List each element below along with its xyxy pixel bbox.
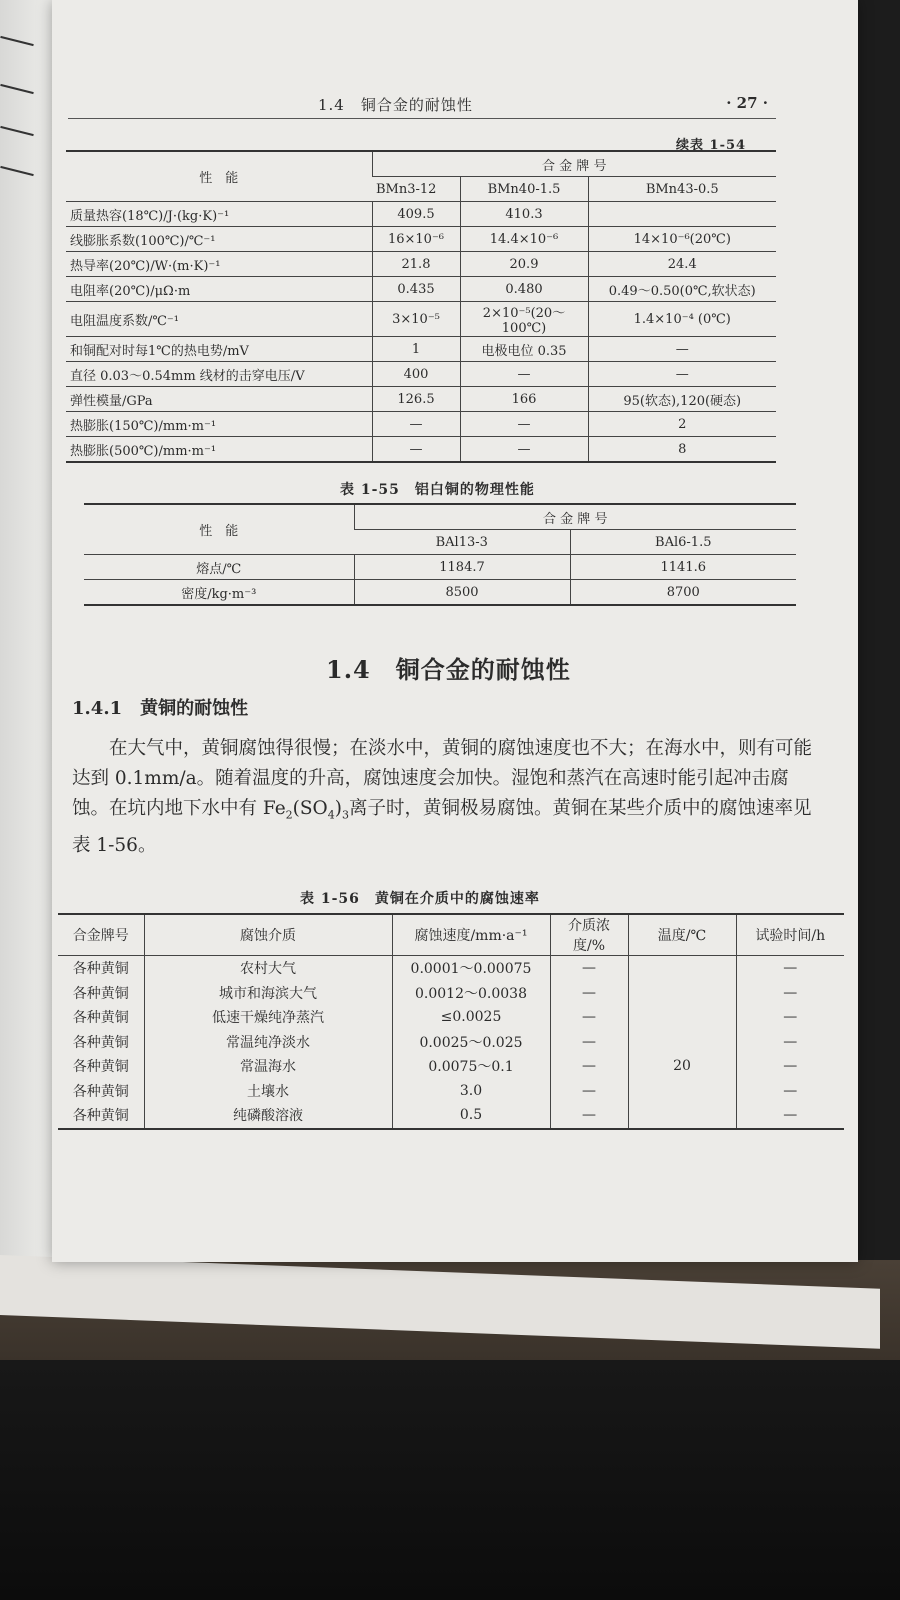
table-row (66, 412, 776, 437)
table-cell: — (550, 956, 628, 981)
table-cell: 0.0075～0.1 (392, 1054, 550, 1079)
table-cell: 16×10⁻⁶ (372, 227, 460, 252)
subsection-heading (72, 694, 248, 720)
column-header: 温度/℃ (628, 914, 736, 956)
alloy-header: BAl6-1.5 (570, 530, 796, 555)
running-header (68, 94, 776, 119)
table-header-alloy-group: 合 金 牌 号 (354, 504, 796, 530)
table-1-54 (66, 150, 776, 463)
alloy-header: BMn3-12 (372, 177, 460, 202)
table-cell: 20 (628, 1054, 736, 1079)
table-cell: 20.9 (460, 252, 588, 277)
table-cell: 0.0012～0.0038 (392, 981, 550, 1006)
table-cell: — (736, 1079, 844, 1104)
column-header: 介质浓度/% (550, 914, 628, 956)
table-cell: 2×10⁻⁵(20～100℃) (460, 302, 588, 337)
table-cell: 各种黄铜 (72, 1010, 129, 1027)
property-label: 直径 0.03～0.54mm 线材的击穿电压/V (66, 362, 372, 387)
table-1-55-caption: 表 1-55 铝白铜的物理性能 (340, 482, 535, 498)
property-label: 电阻率(20℃)/μΩ·m (66, 277, 372, 302)
property-label: 线膨胀系数(100℃)/℃⁻¹ (66, 227, 372, 252)
table-cell: 0.0001～0.00075 (392, 956, 550, 981)
table-row (58, 1054, 844, 1079)
subscript: 3 (341, 808, 349, 822)
table-cell: — (550, 1103, 628, 1129)
table-header-property: 性 能 (84, 504, 354, 555)
table-cell: — (460, 362, 588, 387)
table-header-alloy-group: 合 金 牌 号 (372, 151, 776, 177)
table-cell: 8700 (570, 580, 796, 606)
table-cell (628, 1030, 736, 1055)
table-row (58, 956, 844, 981)
property-label: 热导率(20℃)/W·(m·K)⁻¹ (66, 252, 372, 277)
table-row (66, 302, 776, 337)
table-cell: — (460, 412, 588, 437)
table-cell: 1 (372, 337, 460, 362)
table-cell: 126.5 (372, 387, 460, 412)
column-header: 合金牌号 (58, 914, 144, 956)
alloy-header: BMn40-1.5 (460, 177, 588, 202)
table-cell: ≤0.0025 (392, 1005, 550, 1030)
table-cell: 8 (588, 437, 776, 463)
table-cell: — (372, 437, 460, 463)
paragraph-text: 离子时，黄铜极易腐蚀。黄铜在某些介质中的腐蚀速率见表 1-56。 (72, 798, 812, 856)
table-cell: 21.8 (372, 252, 460, 277)
table-cell: — (550, 981, 628, 1006)
table-cell (628, 1005, 736, 1030)
property-label: 质量热容(18℃)/J·(kg·K)⁻¹ (66, 202, 372, 227)
column-header: 腐蚀速度/mm·a⁻¹ (392, 914, 550, 956)
property-label: 电阻温度系数/℃⁻¹ (66, 302, 372, 337)
table-cell: — (550, 1030, 628, 1055)
table-row (84, 580, 796, 606)
table-cell: 土壤水 (144, 1079, 392, 1104)
table-cell: 城市和海滨大气 (144, 981, 392, 1006)
table-1-56 (58, 913, 844, 1130)
table-row (66, 202, 776, 227)
subsection-number: 1.4.1 (72, 698, 123, 719)
table-cell: — (460, 437, 588, 463)
dark-cloth (0, 1360, 900, 1600)
table-cell: 低速干燥纯净蒸汽 (144, 1005, 392, 1030)
property-label: 和铜配对时每1℃的热电势/mV (66, 337, 372, 362)
table-cell: 1141.6 (570, 555, 796, 580)
table-cell: 各种黄铜 (72, 1108, 129, 1125)
table-row (66, 227, 776, 252)
subscript: 2 (285, 808, 293, 822)
table-row (84, 555, 796, 580)
table-cell (628, 1103, 736, 1129)
table-row (66, 252, 776, 277)
table-row (58, 1103, 844, 1129)
table-row (58, 1005, 844, 1030)
table-cell: — (588, 337, 776, 362)
table-cell: 0.480 (460, 277, 588, 302)
previous-page-edge (0, 0, 58, 1280)
table-cell (628, 1079, 736, 1104)
table-cell: — (550, 1054, 628, 1079)
table-cell (588, 202, 776, 227)
table-cell: 0.0025～0.025 (392, 1030, 550, 1055)
table-cell: — (736, 1005, 844, 1030)
paragraph-text: 在大气中，黄铜腐蚀得很慢；在淡水中，黄铜的腐蚀速度也不大；在海水中，则有可能达到 0.1mm/a。随着温度的升高，腐蚀速度会加快。湿饱和蒸汽在高速时能引起冲击腐蚀。在坑内地下水中有 Fe (72, 738, 813, 819)
property-label: 密度/kg·m⁻³ (84, 580, 354, 606)
section-heading: 1.4 铜合金的耐蚀性 (326, 655, 571, 684)
subsection-title: 黄铜的耐蚀性 (140, 698, 249, 719)
table-cell: 1184.7 (354, 555, 570, 580)
table-cell: — (736, 1103, 844, 1129)
table-cell: — (736, 981, 844, 1006)
property-label: 熔点/℃ (84, 555, 354, 580)
table-cell: 410.3 (460, 202, 588, 227)
alloy-header: BAl13-3 (354, 530, 570, 555)
table-cell: — (550, 1005, 628, 1030)
table-cell: 95(软态),120(硬态) (588, 387, 776, 412)
table-cell: 0.435 (372, 277, 460, 302)
table-1-56-caption: 表 1-56 黄铜在介质中的腐蚀速率 (300, 891, 540, 907)
table-cell: 1.4×10⁻⁴ (0℃) (588, 302, 776, 337)
table-cell: 14×10⁻⁶(20℃) (588, 227, 776, 252)
property-label: 热膨胀(500℃)/mm·m⁻¹ (66, 437, 372, 463)
table-cell: 24.4 (588, 252, 776, 277)
table-cell: 0.49～0.50(0℃,软状态) (588, 277, 776, 302)
alloy-header: BMn43-0.5 (588, 177, 776, 202)
table-cell: 电极电位 0.35 (460, 337, 588, 362)
table-cell: 常温纯净淡水 (144, 1030, 392, 1055)
table-row (66, 387, 776, 412)
table-1-55 (84, 503, 796, 606)
property-label: 热膨胀(150℃)/mm·m⁻¹ (66, 412, 372, 437)
table-cell (628, 981, 736, 1006)
table-row (66, 277, 776, 302)
subscript: 4 (327, 808, 335, 822)
table-cell: 纯磷酸溶液 (144, 1103, 392, 1129)
paragraph-text: (SO (292, 798, 328, 819)
table-cell: 各种黄铜 (72, 1059, 129, 1076)
table-cell: 2 (588, 412, 776, 437)
property-label: 弹性模量/GPa (66, 387, 372, 412)
table-row (66, 362, 776, 387)
table-cell: 3×10⁻⁵ (372, 302, 460, 337)
paragraph-text: ) (334, 798, 342, 819)
table-cell: 常温海水 (144, 1054, 392, 1079)
table-row (66, 337, 776, 362)
table-cell: 各种黄铜 (72, 961, 129, 978)
table-cell: — (736, 956, 844, 981)
table-cell: — (736, 1054, 844, 1079)
table-cell: 3.0 (392, 1079, 550, 1104)
table-cell: — (372, 412, 460, 437)
table-cell: — (550, 1079, 628, 1104)
column-header: 腐蚀介质 (144, 914, 392, 956)
table-header-property: 性 能 (66, 151, 372, 202)
table-cell: 各种黄铜 (72, 1083, 129, 1100)
table-cell: 409.5 (372, 202, 460, 227)
table-cell: — (588, 362, 776, 387)
table-1-54-caption: 续表 1-54 (676, 138, 747, 153)
table-cell: 8500 (354, 580, 570, 606)
body-paragraph (72, 734, 824, 861)
page-number: · 27 · (726, 94, 768, 112)
table-row (66, 437, 776, 463)
table-cell (628, 956, 736, 981)
table-cell: 农村大气 (144, 956, 392, 981)
table-row (58, 981, 844, 1006)
table-cell: 各种黄铜 (72, 985, 129, 1002)
table-cell: — (736, 1030, 844, 1055)
table-cell: 0.5 (392, 1103, 550, 1129)
column-header: 试验时间/h (736, 914, 844, 956)
table-row (58, 1079, 844, 1104)
table-row (58, 1030, 844, 1055)
table-cell: 166 (460, 387, 588, 412)
table-cell: 14.4×10⁻⁶ (460, 227, 588, 252)
table-cell: 400 (372, 362, 460, 387)
table-cell: 各种黄铜 (72, 1034, 129, 1051)
running-header-section: 1.4 铜合金的耐蚀性 (318, 96, 473, 114)
